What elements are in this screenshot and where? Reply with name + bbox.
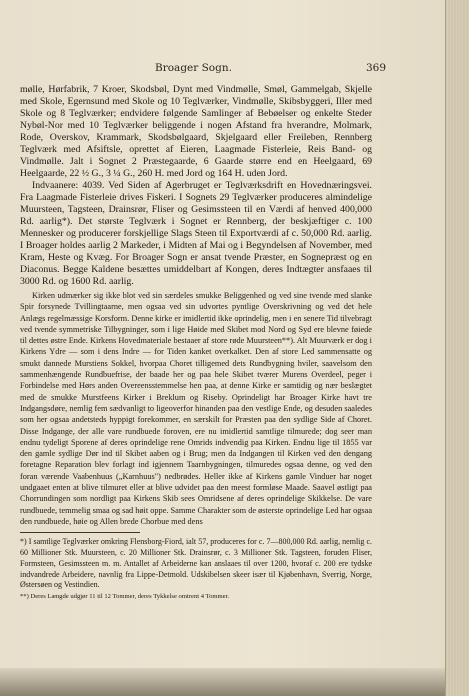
footnote-2: **) Deres Længde udgjør 11 til 12 Tommer, deres Tykkelse omtrent 4 Tommer. [20,593,230,601]
page-edges [445,0,469,696]
page-number: 369 [366,62,387,74]
running-header [0,62,445,76]
running-title: Broager Sogn. [155,62,232,74]
church-paragraph: Kirken udmærker sig ikke blot ved sin særdeles smukke Beliggenhed og ved sine tvende med slanke Spir forsynede Tvillingtaarne, men ogsaa ved sin udvortes pyntlige Overskrivning og ved det hele Anlægs regelmæssige Korsform. Denne kirke er imidlertid ikke oprindelig, men i en senere Tid tilvebragt ved tvende symmetriske Tilbygninger, som i lige Høide med Skibet mod Nord og Syd ere blevne føiede til dettes østre Ende. Kirkens Hovedmateriale bestaaer af store røde Muursteen**). Alt Muurværk er dog i Kirkens Ydre — som i dens Indre — for Tiden kanket overkalket. Den af store Led sammensatte og smukt dannede Murstiens Sokkel, hvorpaa Choret tilligemed dets Rundbygning hviler, saavelsom den sammenhængende Rundbuefrise, der baade her og paa hele Skibet tværer Murens Overdeel, peger i Forbindelse med Hørs anden Overeensstemmelse hen paa, at denne Kirke er samtidig og nær beslægtet med de smukke Murstfeens Kirker i Breklum og Riseby. Oprindeligt har Broager Kirke havt tre Indgangsdøre, nemlig fem sædvanligt to ligeoverfor hinanden paa den vestlige Ende, og desuden saaledes som her ogsaa andetsteds hyppigt forekommer, en særskilt for Præsten paa den sydlige Side af Choret. Disse Indgange, der alle vare rundbuede foroven, ere nu imidlertid samtlige tilmurede; dog seer man endnu tydeligt Sporene af deres oprindelige rene Omrids indvendig paa Kirken. Endnu lige til 1855 var den gamle sydlige Dør ind til Skibet aaben og i Brug; men da Indgangen til Kirken ved den dengang foretagne Reparation blev forlagt ind igjennem Taarnbygningen, tilmuredes ogsaa denne, og ved den foran værende Vaabenhuus („Karnhuus") nedbrødes. Heller ikke af Kirkens gamle Vinduer har noget undgaaet enten at blive tilmuret eller at blive udvidet paa den meest formløse Maade. Saavel østligt paa Chorrundingen som nordligt paa Kirkens Skib sees Omridsene af deres oprindelige Skikkelse. De vare rundbuede, temmelig smaa og sad høit oppe. Samme Charakter som de østerste oprindelige Led har ogsaa den rundbuede, høie og Allen brede Chorbue med dens [20,291,372,526]
footnote-1: *) I samtlige Teglværker omkring Flensborg-Fiord, ialt 57, produceres for c. 7—800,000 Rd. aarlig, nemlig c. 60 Millioner Stk. Muursteen, c. 20 Millioner Stk. Drainsrør, c. 3 Millioner Stk. Tagsteen, foruden Fliser, Formsteen, Gesimssteen m. m. Antallet af Arbeiderne kan anslaaes til over 1200, hvoraf c. 200 ere tydske indvandrede Arbeidere, navnlig fra Lippe-Detmold. Udskibelsen skeer især til Kjøbenhavn, Sverrig, Norge, Østersøen og Vestindien. [20,537,372,590]
page-bottom-shadow [0,668,445,696]
population-paragraph: Indvaanere: 4039. Ved Siden af Agerbruget er Teglværksdrift en Hovednæringsvei. Fra Laagmade Fisterleie drives Fiskeri. I Sognets 29 Teglværker produceres almindelige Muursteen, Tagsteen, Drainsrør, Fliser og Gesimssteen til en Værdi af henved 400,000 Rd. aarlig*). Det største Teglværk i Sognet er Rennberg, der beskjæftiger c. 100 Mennesker og producerer forskjellige Slags Steen til Exportværdi af c. 50,000 Rd. aarlig. I Broager holdes aarlig 2 Markeder, i Midten af Mai og i Begyndelsen af November, med Kram, Heste og Kvæg. For Broager Sogn er ansat tvende Præster, en Sognepræst og en Diaconus. Begge Kaldene besættes umiddelbart af Kongen, deres Indtægter ansfaaes til 3000 Rd. og 1600 Rd. aarlig. [20,180,372,287]
footnote-rule [20,532,140,533]
page-body [20,84,372,601]
parish-description: mølle, Hørfabrik, 7 Kroer, Skodsbøl, Dynt med Vindmølle, Smøl, Gammelgab, Skjelle med Skole, Egernsund med Skole og 10 Teglværker, Vindmølle, Skibsbyggeri, Iller med Skole og 8 Teglværker; endvidere følgende Samlinger af Bebøelser og enkelte Steder Nybøl-Nor med 10 Teglværker beliggende i nogen Afstand fra hverandre, Molmark, Rode, Overskov, Krammark, Skodsbølgaard, Skjelgaard eller Freileben, Rennberg Teglværk med Afsiftsle, oprettet af Eieren, Laagmade Fisterleie, Reis Band- og Vindmølle. Jalt i Sognet 2 Præstegaarde, 6 Gaarde større end en Heelgaard, 69 Heelgaarde, 22 ½ G., 3 ¼ G., 260 H. med Jord og 164 H. uden Jord. [20,84,372,179]
